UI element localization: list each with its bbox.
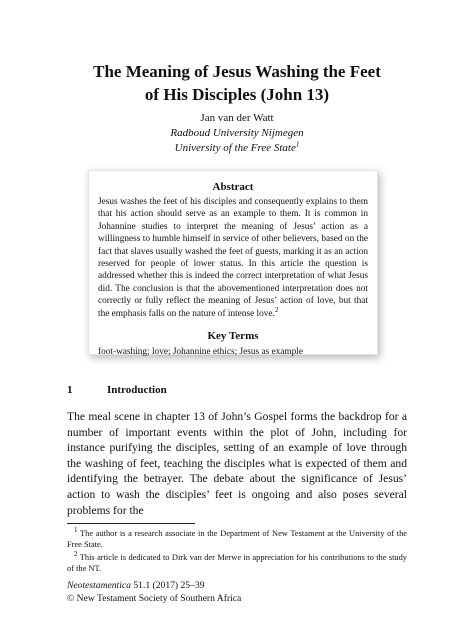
author-affiliation-1: Radboud University Nijmegen [170, 127, 304, 139]
author-name: Jan van der Watt [200, 112, 274, 124]
footnote-2-text: This article is dedicated to Dirk van der Merwe in appreciation for his contributions to the study of the NT. [67, 553, 407, 573]
author-affiliation-2-text: University of the Free State [174, 142, 296, 154]
section-heading [67, 383, 167, 397]
abstract-box [88, 170, 378, 358]
footnote-2-mark: 2 [74, 550, 78, 559]
author-affiliation-2 [40, 141, 434, 156]
footnote-1-text: The author is a research associate in the Department of New Testament at the University of the Free State. [67, 529, 407, 549]
key-terms-heading: Key Terms [207, 330, 259, 343]
title-line-2: of His Disciples (John 13) [144, 85, 330, 104]
abstract-footnote-mark: 2 [274, 305, 279, 314]
footnote-1 [67, 528, 407, 550]
section-title: Introduction [107, 384, 167, 396]
footnote-2 [67, 552, 407, 574]
abstract-heading: Abstract [212, 181, 254, 193]
footnotes [67, 528, 407, 576]
body-paragraph: The meal scene in chapter 13 of John’s Gospel forms the backdrop for a number of important events within the plot of John, including for instance purifying the disciples, setting of an example of love through the washing of feet, teaching the disciples what is expected of them and identifying the betrayer. The debate about the significance of Jesus’ action to wash the disciples’ feet is ongoing and also poses several problems for the [67, 410, 407, 517]
page-footer [67, 580, 241, 605]
footnote-1-mark: 1 [74, 526, 78, 535]
journal-name: Neotestamentica [67, 580, 131, 591]
journal-citation [67, 580, 241, 593]
article-title [40, 60, 434, 106]
journal-issue: 51.1 (2017) 25–39 [130, 580, 205, 591]
key-terms-text: foot-washing; love; Johannine ethics; Jesus as example [98, 347, 304, 358]
section-number: 1 [67, 384, 73, 396]
footnote-divider [67, 523, 195, 524]
abstract-text [98, 196, 368, 320]
abstract-body: Jesus washes the feet of his disciples and consequently explains to them that his action should serve as an example to them. It is common in Johannine studies to interpret the meaning of Jesus’ action as a willingness to humble himself in service of other believers, based on the fact that slaves usually washed the feet of guests, marking it as an action reserved for people of lower status. In this article the question is addressed whether this is indeed the correct interpretation of what Jesus did. The conclusion is that the abovementioned interpretation does not correctly or fully reflect the meaning of Jesus’ action of love, but that the emphasis falls on the nature of intense love. [98, 197, 368, 319]
author-footnote-mark: 1 [295, 140, 300, 149]
title-line-1: The Meaning of Jesus Washing the Feet [93, 62, 381, 81]
author-block [40, 111, 434, 156]
copyright-notice: © New Testament Society of Southern Africa [67, 592, 242, 604]
